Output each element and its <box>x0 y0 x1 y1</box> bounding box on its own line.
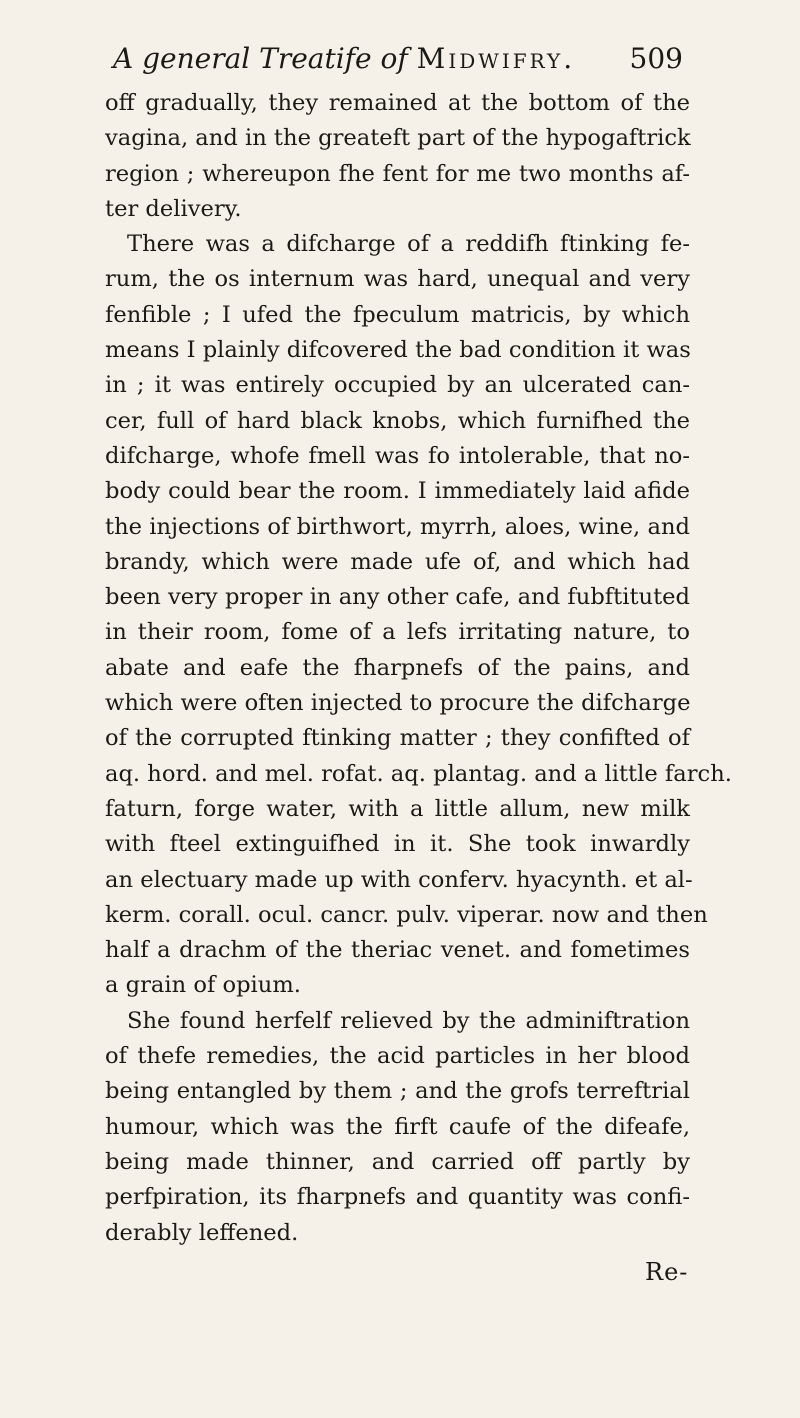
text-line: off gradually, they remained at the bottom of the <box>105 90 690 116</box>
text-line: kerm. corall. ocul. cancr. pulv. viperar. now and then <box>105 901 708 928</box>
body-text <box>105 86 732 1251</box>
running-title <box>113 42 575 75</box>
text-line: body could bear the room. I immediately laid afide <box>105 478 690 505</box>
page-number: 509 <box>629 42 683 75</box>
text-line: with fteel extinguifhed in it. She took inwardly <box>105 831 690 858</box>
text-line: of the corrupted ftinking matter ; they confifted of <box>105 725 690 752</box>
running-title-italic: A general Treatife of <box>113 42 408 75</box>
text-line: abate and eafe the fharpnefs of the pains, and <box>105 654 690 681</box>
running-title-caps: Midwifry. <box>416 42 576 75</box>
text-line: in ; it was entirely occupied by an ulcerated can- <box>105 372 690 399</box>
text-line: vagina, and in the greateft part of the hypogaftrick <box>105 125 691 152</box>
text-line: difcharge, whofe fmell was fo intolerable, that no- <box>105 442 690 469</box>
text-line: She found herfelf relieved by the adminiftration <box>127 1007 690 1034</box>
text-line: in their room, fome of a lefs irritating nature, to <box>105 619 690 646</box>
text-line: faturn, forge water, with a little allum, new milk <box>105 795 690 822</box>
text-line: the injections of birthwort, myrrh, aloes, wine, and <box>105 513 690 540</box>
text-line: brandy, which were made ufe of, and which had <box>105 548 690 575</box>
text-line: being entangled by them ; and the grofs terreftrial <box>105 1078 690 1105</box>
text-line: been very proper in any other cafe, and fubftituted <box>105 584 690 611</box>
text-line: being made thinner, and carried off partly by <box>105 1148 690 1175</box>
running-header <box>113 42 683 75</box>
text-line: region ; whereupon fhe fent for me two months af- <box>105 160 690 187</box>
text-line: which were often injected to procure the difcharge <box>105 690 691 717</box>
text-line: a grain of opium. <box>105 972 301 999</box>
text-line: rum, the os internum was hard, unequal and very <box>105 266 690 293</box>
text-line: ter delivery. <box>105 195 242 222</box>
text-line: half a drachm of the theriac venet. and fometimes <box>105 937 690 964</box>
text-line: There was a difcharge of a reddifh ftinking fe- <box>127 231 690 258</box>
text-line: an electuary made up with conferv. hyacynth. et al- <box>105 866 693 893</box>
catchword: Re- <box>645 1258 689 1286</box>
text-line: cer, full of hard black knobs, which furnifhed the <box>105 407 690 434</box>
text-line: fenfible ; I ufed the fpeculum matricis, by which <box>105 301 690 328</box>
text-line: perfpiration, its fharpnefs and quantity was confi- <box>105 1184 690 1211</box>
text-line: aq. hord. and mel. rofat. aq. plantag. and a little farch. <box>105 760 732 787</box>
text-line: of thefe remedies, the acid particles in her blood <box>105 1043 690 1070</box>
text-line: humour, which was the firft caufe of the difeafe, <box>105 1113 690 1140</box>
text-line: derably leffened. <box>105 1219 299 1246</box>
text-line: means I plainly difcovered the bad condition it was <box>105 337 691 364</box>
